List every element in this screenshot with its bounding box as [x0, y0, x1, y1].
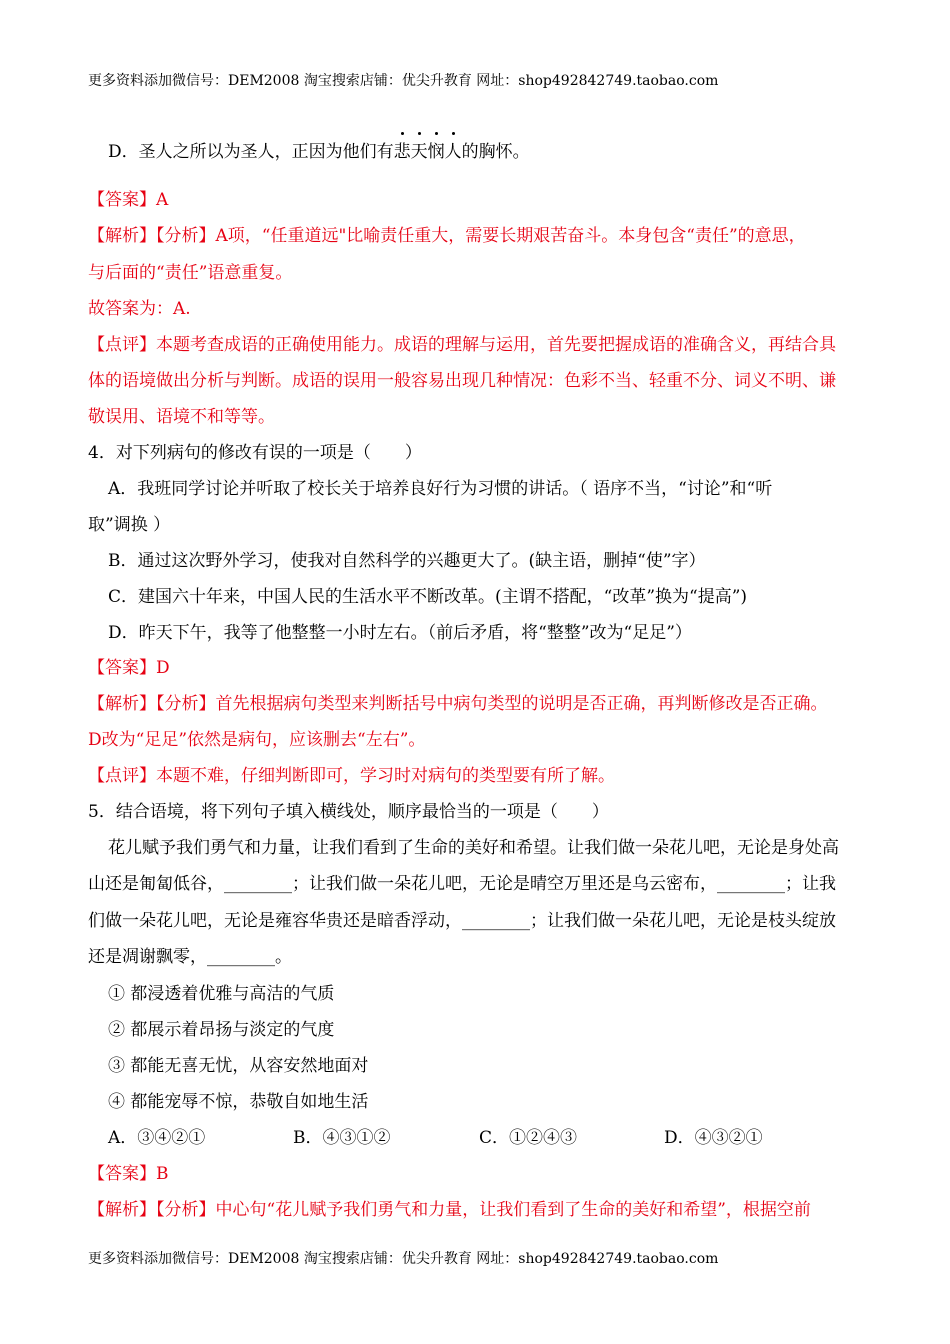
q5-item-2: ② 都展示着昂扬与淡定的气度: [108, 1020, 335, 1040]
page-footer: 更多资料添加微信号：DEM2008 淘宝搜索店铺：优尖升教育 网址：shop492842749.taobao.com: [88, 1251, 719, 1267]
q5-choice-c: C．①②④③: [479, 1128, 578, 1148]
q4-analysis-line2: D改为“足足”依然是病句，应该删去“左右”。: [88, 730, 426, 750]
emphasis-dots: [394, 132, 462, 138]
q5-answer: 【答案】B: [88, 1164, 169, 1184]
q4-option-b: B．通过这次野外学习，使我对自然科学的兴趣更大了。(缺主语，删掉“使”字）: [108, 551, 706, 571]
q5-item-4: ④ 都能宠辱不惊，恭敬自如地生活: [108, 1092, 369, 1112]
q3-option-d-emphasis: 悲天悯人: [394, 141, 462, 163]
q4-option-a-line2: 取”调换 ）: [88, 515, 171, 535]
q5-item-1: ① 都浸透着优雅与高洁的气质: [108, 984, 335, 1004]
q5-choice-d: D．④③②①: [664, 1128, 763, 1148]
q3-option-d-pre: D．圣人之所以为圣人，正因为他们有: [108, 142, 394, 162]
q5-choice-a: A．③④②①: [108, 1128, 206, 1148]
q4-option-c: C．建国六十年来，中国人民的生活水平不断改革。(主谓不搭配，“改革”换为“提高”): [108, 587, 748, 607]
q5-passage-line2: 山还是匍匐低谷，________；让我们做一朵花儿吧，无论是晴空万里还是乌云密布，________；让我: [88, 874, 836, 894]
q4-option-a-line1: A．我班同学讨论并听取了校长关于培养良好行为习惯的讲话。（ 语序不当，“讨论”和“听: [108, 479, 773, 499]
q3-option-d-post: 的胸怀。: [461, 142, 530, 162]
q5-stem: 5．结合语境，将下列句子填入横线处，顺序最恰当的一项是（ ）: [88, 802, 609, 822]
q5-passage-line1: 花儿赋予我们勇气和力量，让我们看到了生命的美好和希望。让我们做一朵花儿吧，无论是身处高: [108, 838, 839, 858]
q5-item-3: ③ 都能无喜无忧，从容安然地面对: [108, 1056, 369, 1076]
q4-stem: 4．对下列病句的修改有误的一项是（ ）: [88, 443, 422, 463]
q5-passage-line4: 还是凋谢飘零，________。: [88, 947, 292, 967]
q4-answer: 【答案】D: [88, 658, 170, 678]
q3-conclusion: 故答案为：A.: [88, 299, 191, 319]
q4-comment: 【点评】本题不难，仔细判断即可，学习时对病句的类型要有所了解。: [88, 766, 615, 786]
q3-answer: 【答案】A: [88, 190, 169, 210]
q3-analysis-line1: 【解析】【分析】A项，“任重道远"比喻责任重大，需要长期艰苦奋斗。本身包含“责任”的意思，: [88, 226, 806, 246]
q4-analysis-line1: 【解析】【分析】首先根据病句类型来判断括号中病句类型的说明是否正确，再判断修改是否正确。: [88, 694, 828, 714]
q3-comment-line2: 体的语境做出分析与判断。成语的误用一般容易出现几种情况：色彩不当、轻重不分、词义不明、谦: [88, 371, 836, 391]
q3-analysis-line2: 与后面的“责任”语意重复。: [88, 263, 293, 283]
q5-choice-b: B．④③①②: [293, 1128, 391, 1148]
q3-option-d: [108, 141, 530, 163]
q5-passage-line3: 们做一朵花儿吧，无论是雍容华贵还是暗香浮动，________；让我们做一朵花儿吧，无论是枝头绽放: [88, 911, 836, 931]
q4-option-d: D．昨天下午，我等了他整整一小时左右。（前后矛盾，将“整整”改为“足足”）: [108, 623, 692, 643]
q5-analysis-line1: 【解析】【分析】中心句“花儿赋予我们勇气和力量，让我们看到了生命的美好和希望”，根据空前: [88, 1200, 811, 1220]
page-header: 更多资料添加微信号：DEM2008 淘宝搜索店铺：优尖升教育 网址：shop492842749.taobao.com: [88, 73, 719, 89]
q3-comment-line1: 【点评】本题考查成语的正确使用能力。成语的理解与运用，首先要把握成语的准确含义，再结合具: [88, 335, 836, 355]
q3-comment-line3: 敬误用、语境不和等等。: [88, 407, 275, 427]
